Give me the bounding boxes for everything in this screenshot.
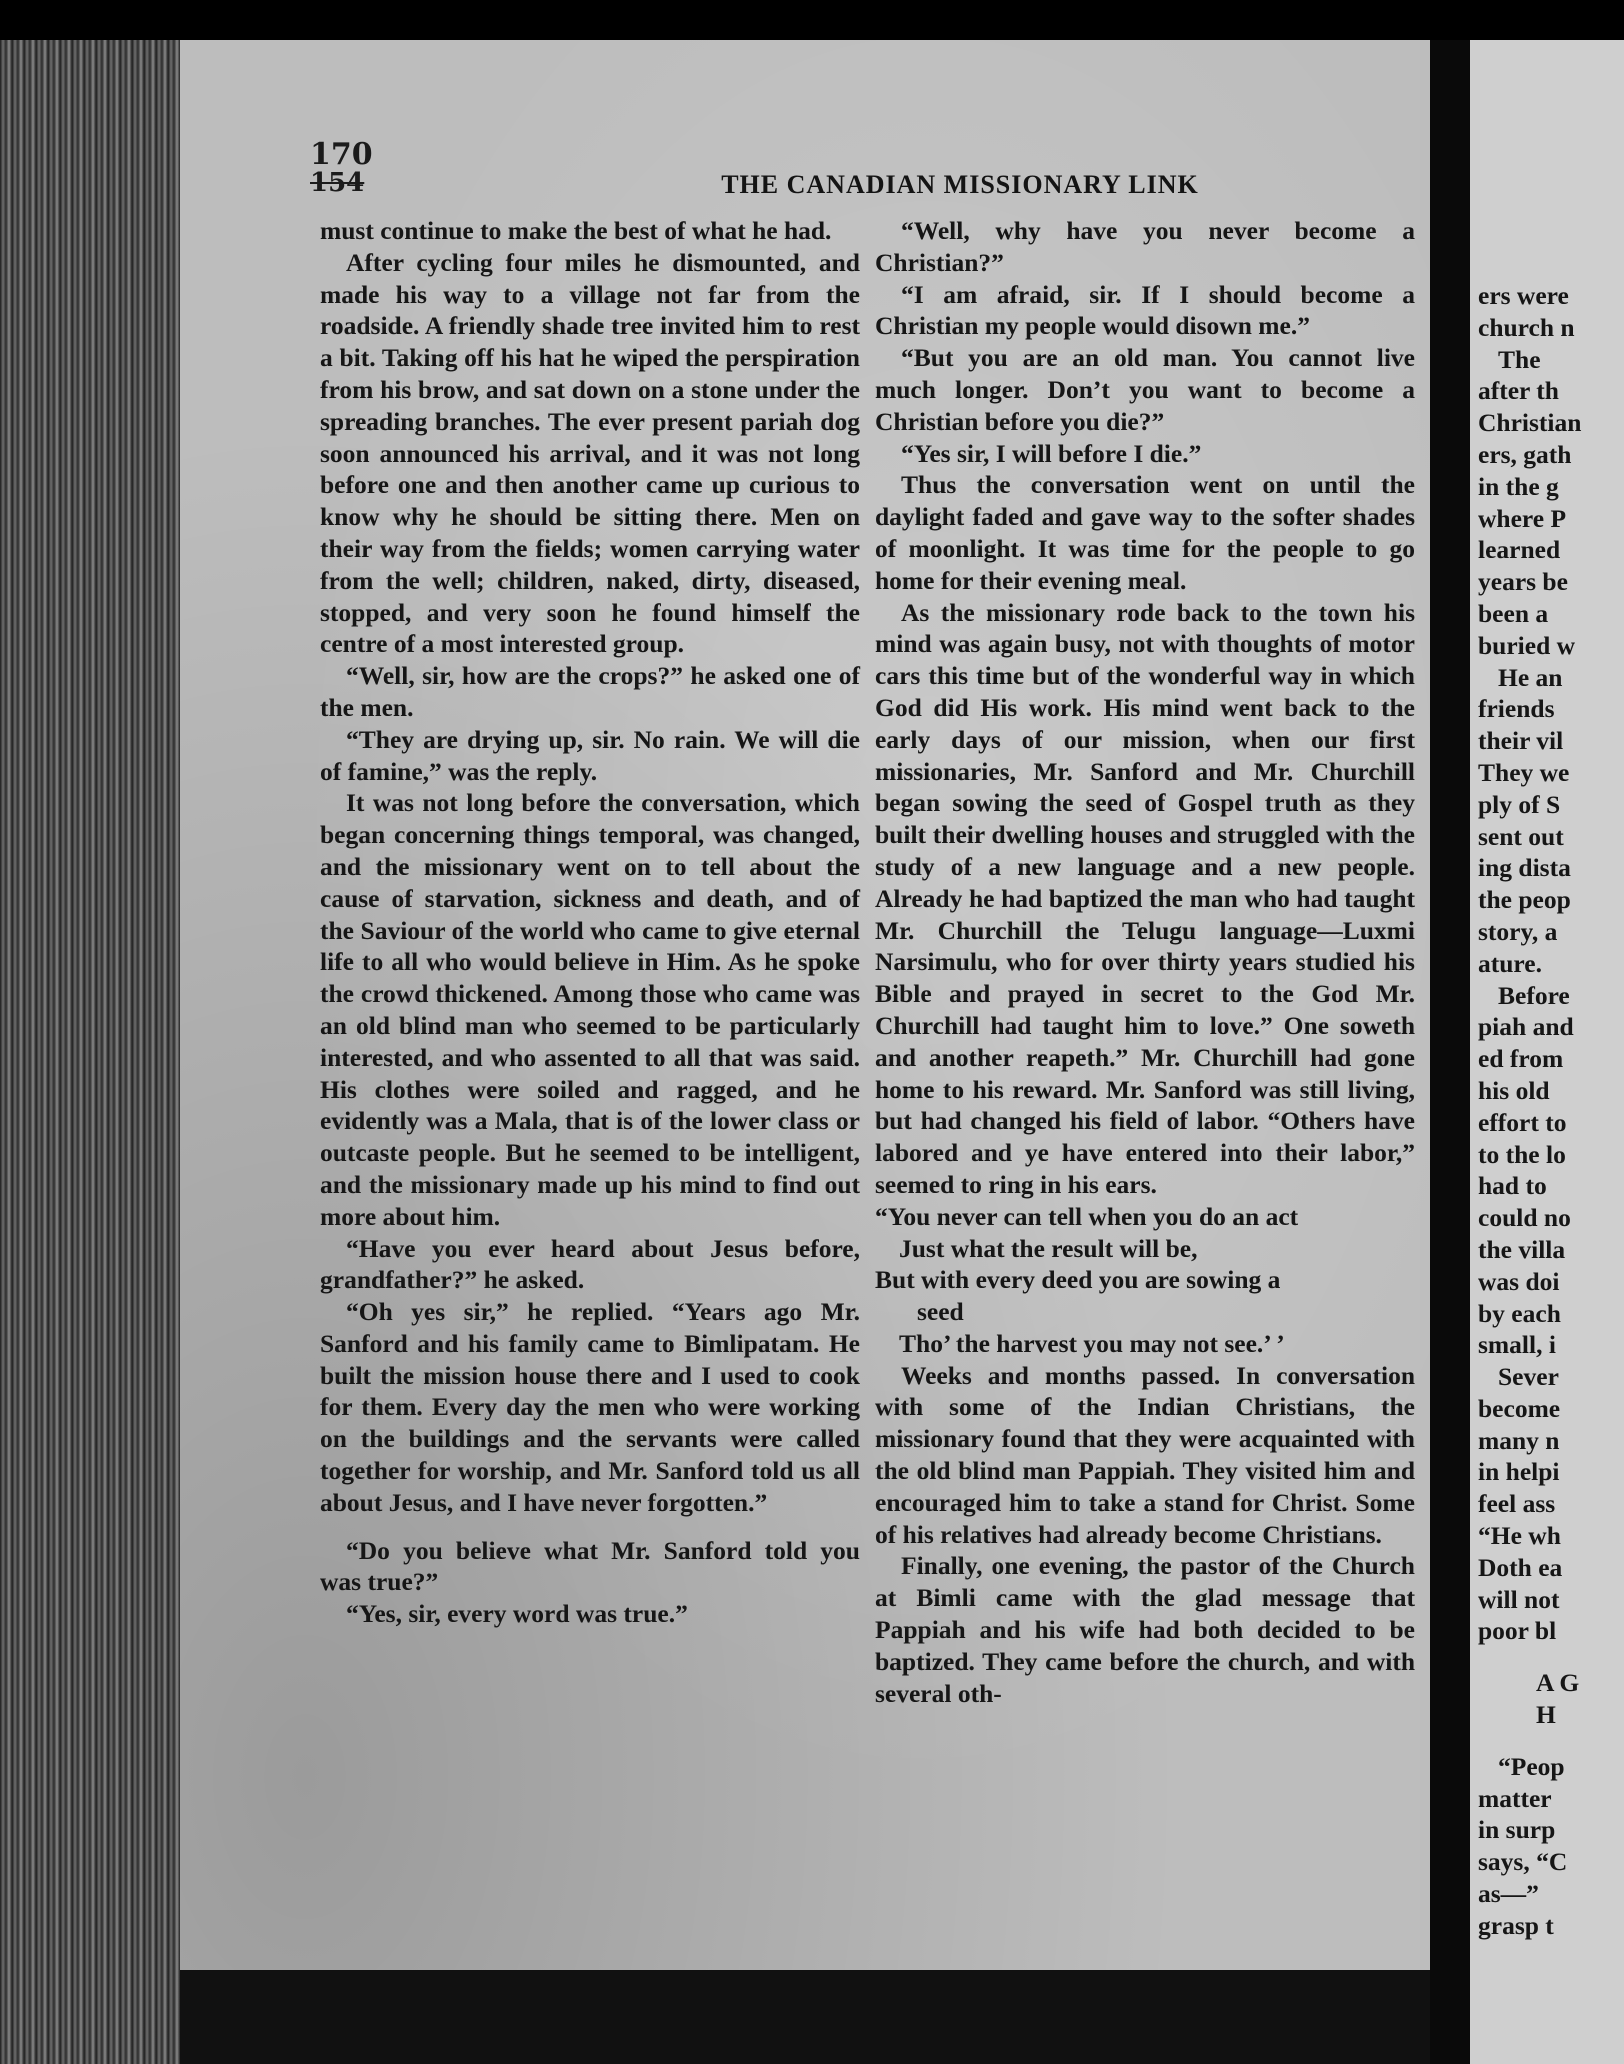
fragment-line: says, “C: [1478, 1847, 1568, 1877]
page-number: [310, 137, 430, 198]
paragraph: Thus the conversation went on until the daylight faded and gave way to the softer shades of moonlight. It was time for the people to go home for their evening meal.: [875, 470, 1415, 595]
paragraph: “Oh yes sir,” he replied. “Years ago Mr. Sanford and his family came to Bimlipatam. He built the mission house there and I used to cook for them. Every day the men who were working on the buildings and the servants were called together for worship, and Mr. Sanford told us all about Jesus, and I have never forgotten.”: [320, 1297, 860, 1517]
fragment-line: become: [1478, 1393, 1561, 1423]
paragraph: “They are drying up, sir. No rain. We will die of famine,” was the reply.: [320, 724, 860, 786]
fragment-line: in the g: [1478, 471, 1559, 501]
fragment-line: ed from: [1478, 1044, 1564, 1074]
paragraph: After cycling four miles he dismounted, and made his way to a village not far from the roadside. A friendly shade tree invited him to rest a bit. Taking off his hat he wiped the perspiration from his brow, and sat down on a stone under the spreading branches. The ever present pariah dog soon announced his arrival, and it was not long before one and then another came up curious to know why he should be sitting there. Men on their way from the fields; women carrying water from the well; children, naked, dirty, diseased, stopped, and very soon he found himself the centre of a most interested group.: [320, 247, 860, 659]
fragment-spacer: [1478, 1647, 1624, 1667]
paragraph: “Yes sir, I will before I die.”: [901, 438, 1202, 468]
fragment-line: friends: [1478, 694, 1555, 724]
fragment-line: poor bl: [1478, 1616, 1557, 1646]
paragraph: Finally, one evening, the pastor of the Church at Bimli came with the glad message that Pappiah and his wife had both decided to be baptized. They came before the church, and with several oth-: [875, 1551, 1415, 1708]
left-column: [320, 215, 860, 1630]
fragment-line: church n: [1478, 312, 1575, 342]
verse-line: seed: [917, 1297, 964, 1327]
verse-line: But with every deed you are sowing a: [875, 1265, 1281, 1295]
fragment-line: by each: [1478, 1298, 1561, 1328]
fragment-line: grasp t: [1478, 1910, 1554, 1940]
facing-page-fragment: [1470, 40, 1624, 2064]
fragment-line: piah and: [1478, 1012, 1574, 1042]
paragraph: “Have you ever heard about Jesus before, grandfather?” he asked.: [320, 1233, 860, 1295]
book-page: [180, 40, 1430, 1970]
fragment-line: They we: [1478, 757, 1570, 787]
fragment-line: buried w: [1478, 630, 1576, 660]
fragment-line: small, i: [1478, 1330, 1556, 1360]
fragment-line: many n: [1478, 1425, 1560, 1455]
fragment-line: in surp: [1478, 1815, 1556, 1845]
fragment-line: ing dista: [1478, 853, 1571, 883]
fragment-line: been a: [1478, 598, 1549, 628]
fragment-line: He an: [1498, 662, 1563, 692]
paragraph: “Do you believe what Mr. Sanford told you was true?”: [320, 1535, 860, 1597]
paragraph: “Well, why have you never become a Christian?”: [875, 216, 1415, 277]
fragment-line: will not: [1478, 1584, 1560, 1614]
facing-page-text: [1478, 280, 1624, 1942]
fragment-line: was doi: [1478, 1266, 1560, 1296]
fragment-heading: H: [1536, 1700, 1556, 1730]
paragraph: “Well, sir, how are the crops?” he asked one of the men.: [320, 661, 860, 722]
page-number-handwritten: 170: [310, 137, 373, 172]
paragraph: must continue to make the best of what he had.: [320, 216, 832, 245]
fragment-line: his old: [1478, 1075, 1550, 1105]
fragment-line: Sever: [1498, 1362, 1559, 1392]
verse-line: Just what the result will be,: [899, 1233, 1198, 1263]
fragment-line: to the lo: [1478, 1139, 1566, 1169]
fragment-line: years be: [1478, 567, 1568, 597]
fragment-line: ply of S: [1478, 789, 1561, 819]
paragraph: “But you are an old man. You cannot live much longer. Don’t you want to become a Christian before you die?”: [875, 343, 1415, 436]
paragraph: Weeks and months passed. In conversation with some of the Indian Christians, the missionary found that they were acquainted with the old blind man Pappiah. They visited him and encouraged him to take a stand for Christ. Some of his relatives had already become Christians.: [875, 1360, 1415, 1549]
fragment-line: Christian: [1478, 408, 1582, 438]
scan-bottom-border: [180, 1970, 1430, 2064]
book-page-edges: [0, 40, 180, 2064]
fragment-line: ature.: [1478, 948, 1542, 978]
fragment-line: had to: [1478, 1171, 1547, 1201]
fragment-line: learned: [1478, 535, 1561, 565]
fragment-line: sent out: [1478, 821, 1564, 851]
paragraph: “Yes, sir, every word was true.”: [346, 1599, 688, 1629]
fragment-spacer: [1478, 1731, 1624, 1751]
verse-block: [875, 1201, 1415, 1360]
fragment-line: the peop: [1478, 885, 1571, 915]
fragment-line: Doth ea: [1478, 1552, 1563, 1582]
verse-line: “You never can tell when you do an act: [875, 1201, 1299, 1231]
fragment-line: where P: [1478, 503, 1567, 533]
scan-top-border: [0, 0, 1624, 40]
fragment-line: ers, gath: [1478, 439, 1572, 469]
verse-line: Tho’ the harvest you may not see.’ ’: [899, 1328, 1285, 1358]
paragraph: It was not long before the conversation, which began concerning things temporal, was changed, and the missionary went on to tell about the cause of starvation, sickness and death, and of the Saviour of the world who came to give eternal life to all who would believe in Him. As he spoke the crowd thickened. Among those who came was an old blind man who seemed to be particularly interested, and who assented to all that was said. His clothes were soiled and ragged, and he evidently was a Mala, that is of the lower class or outcaste people. But he seemed to be intelligent, and the missionary made up his mind to find out more about him.: [320, 788, 860, 1231]
fragment-line: The: [1498, 344, 1541, 374]
running-head: THE CANADIAN MISSIONARY LINK: [721, 170, 1199, 199]
fragment-line: “He wh: [1478, 1521, 1561, 1551]
paragraph: As the missionary rode back to the town his mind was again busy, not with thoughts of motor cars this time but of the wonderful way in which God did His work. His mind went back to the early days of our mission, when our first missionaries, Mr. Sanford and Mr. Churchill began sowing the seed of Gospel truth as they built their dwelling houses and struggled with the study of a new language and a new people. Already he had baptized the man who had taught Mr. Churchill the Telugu language—Luxmi Narsimulu, who for over thirty years studied his Bible and prayed in secret to the God Mr. Churchill had taught him to love.” One soweth and another reapeth.” Mr. Churchill had gone home to his reward. Mr. Sanford was still living, but had changed his field of labor. “Others have labored and ye have entered into their labor,” seemed to ring in his ears.: [875, 597, 1415, 1199]
fragment-line: ers were: [1478, 281, 1569, 310]
fragment-line: effort to: [1478, 1107, 1567, 1137]
fragment-line: story, a: [1478, 916, 1558, 946]
fragment-heading: A G: [1536, 1668, 1580, 1698]
fragment-line: after th: [1478, 376, 1559, 406]
paragraph: “I am afraid, sir. If I should become a Christian my people would disown me.”: [875, 279, 1415, 341]
right-column: [875, 215, 1415, 1709]
fragment-line: Before: [1498, 980, 1570, 1010]
fragment-line: feel ass: [1478, 1489, 1556, 1519]
fragment-line: their vil: [1478, 726, 1564, 756]
fragment-line: as—”: [1478, 1879, 1539, 1909]
fragment-line: could no: [1478, 1203, 1571, 1233]
fragment-line: matter: [1478, 1783, 1552, 1813]
book-gutter: [1430, 40, 1470, 2064]
fragment-line: in helpi: [1478, 1457, 1560, 1487]
fragment-line: the villa: [1478, 1234, 1566, 1264]
page-number-printed: 154: [310, 168, 365, 198]
fragment-line: “Peop: [1498, 1751, 1565, 1781]
